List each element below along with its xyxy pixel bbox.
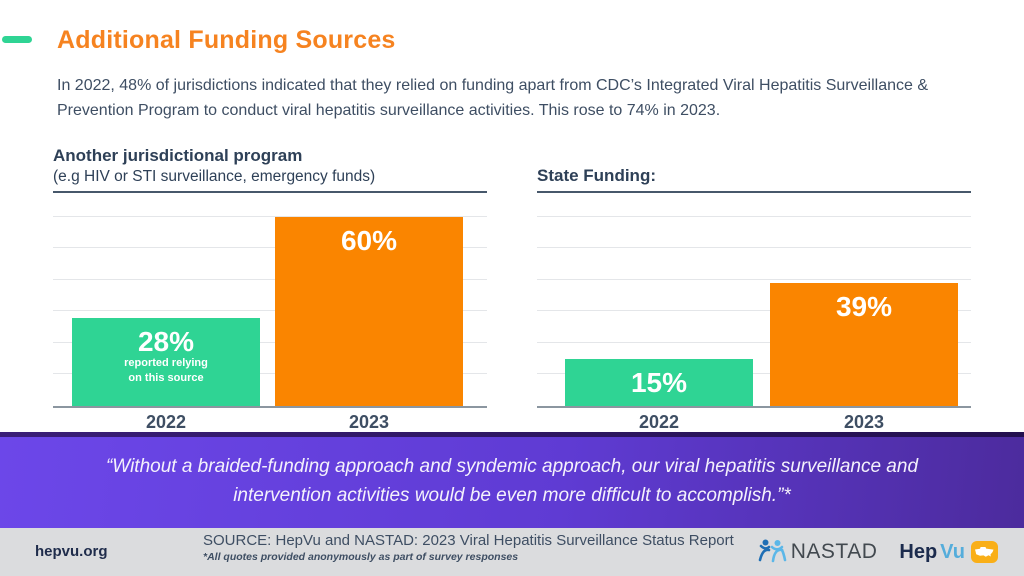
axis-label-2022: 2022 <box>638 412 680 432</box>
chart-header <box>537 144 971 193</box>
bar-2022 <box>72 318 260 406</box>
source-block <box>203 532 734 563</box>
bar-2022 <box>565 359 753 406</box>
bar-2023 <box>275 217 463 406</box>
footer <box>0 528 1024 576</box>
intro-paragraph: In 2022, 48% of jurisdictions indicated that they relied on funding apart from CDC’s Integrated Viral Hepatitis Surveillance & Prevention Program to conduct viral hepatitis surveillance activities. This rose to 74% in 2023. <box>57 77 928 119</box>
axis-label-2022: 2022 <box>145 412 187 432</box>
people-figures-icon <box>757 536 787 568</box>
footnote-text: *All quotes provided anonymously as part of survey responses <box>203 551 519 563</box>
chart-header <box>53 144 487 193</box>
logos <box>757 528 998 576</box>
hepvu-wordmark-vu: Vu <box>940 540 965 563</box>
bar-value-label: 60% <box>340 225 398 256</box>
bar-note: reported relying <box>124 357 208 370</box>
hepvu-wordmark-hep: Hep <box>899 540 938 563</box>
page-title: Additional Funding Sources <box>57 26 396 54</box>
chart-title: Another jurisdictional program <box>53 146 303 166</box>
x-axis-labels <box>537 408 971 433</box>
bar-note: on this source <box>128 372 204 385</box>
charts-row <box>53 144 971 433</box>
bar-value-label: 28% <box>137 326 195 357</box>
us-map-badge-icon <box>968 541 998 563</box>
source-text: SOURCE: HepVu and NASTAD: 2023 Viral Hepatitis Surveillance Status Report <box>203 532 734 549</box>
chart-state-funding <box>537 144 971 433</box>
accent-dash <box>2 36 32 43</box>
chart-another-jurisdictional-program <box>53 144 487 433</box>
chart-subtitle: (e.g HIV or STI surveillance, emergency funds) <box>53 167 376 185</box>
bars <box>53 193 487 406</box>
quote-text: “Without a braided-funding approach and syndemic approach, our viral hepatitis surveillance and intervention activities would be even more difficult to accomplish.”* <box>105 456 919 506</box>
bar-plot <box>53 193 487 408</box>
nastad-logo <box>757 536 878 568</box>
bar-value-label: 15% <box>630 367 688 398</box>
bar-2023 <box>770 283 958 406</box>
axis-label-2023: 2023 <box>843 412 885 432</box>
bar-plot <box>537 193 971 408</box>
chart-title: State Funding: <box>537 165 656 185</box>
quote-banner <box>0 432 1024 528</box>
nastad-wordmark: NASTAD <box>790 540 878 563</box>
x-axis-labels <box>53 408 487 433</box>
bar-value-label: 39% <box>835 291 893 322</box>
hepvu-logo <box>899 541 998 564</box>
axis-label-2023: 2023 <box>348 412 390 432</box>
site-url: hepvu.org <box>35 543 108 560</box>
bars <box>537 193 971 406</box>
